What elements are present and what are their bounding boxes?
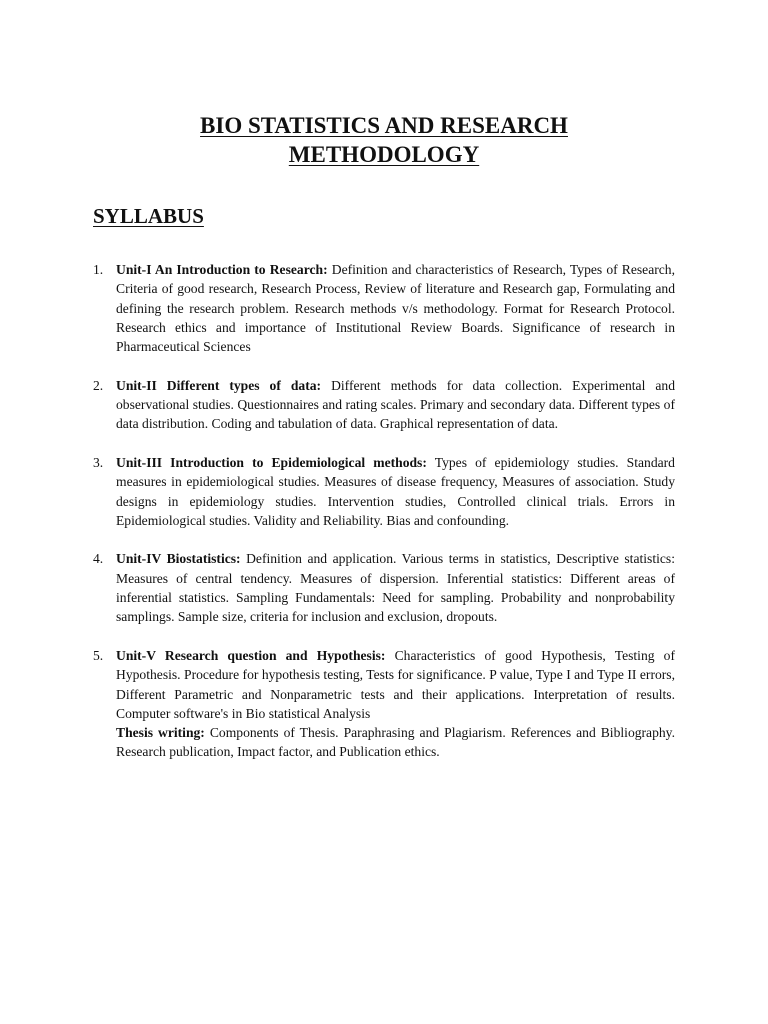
unit-number: 1. — [93, 262, 104, 277]
section-heading: SYLLABUS — [93, 204, 204, 228]
title-line-2: METHODOLOGY — [288, 142, 480, 167]
unit-paragraph — [116, 376, 675, 434]
list-item-unit-2 — [93, 376, 675, 434]
unit-number: 2. — [93, 377, 104, 393]
unit-text: Different methods for data collection. Experimental and observational studies. Questionnaires and rating scales. Primary and secondary data. Different types of data distribution. Coding and tabulation of data. Graphical representation of data. — [116, 377, 675, 432]
unit-title: Unit-III Introduction to Epidemiological methods: — [116, 454, 427, 470]
unit-number: 3. — [93, 454, 104, 470]
thesis-paragraph — [116, 723, 675, 762]
unit-title: Unit-V Research question and Hypothesis: — [116, 647, 386, 663]
title-line-1: BIO STATISTICS AND RESEARCH — [200, 113, 568, 138]
thesis-text: Components of Thesis. Paraphrasing and Plagiarism. References and Bibliography. Research publication, Impact factor, and Publication ethics. — [116, 725, 675, 760]
thesis-title: Thesis writing: — [116, 725, 205, 741]
unit-paragraph — [116, 453, 675, 530]
unit-text: Definition and application. Various terms in statistics, Descriptive statistics: Measures of central tendency. Measures of dispersion. Inferential statistics: Different areas of inferential statistics. Sampling Fundamentals: Need for sampling. Probability and nonprobability samplings. Sample size, criteria for inclusion and exclusion, dropouts. — [116, 551, 675, 625]
document-title — [0, 111, 768, 169]
unit-text: Characteristics of good Hypothesis, Testing of Hypothesis. Procedure for hypothesis testing, Tests for significance. P value, Type I and Type II errors, Different Parametric and Nonparametric tests and their applications. Interpretation of results. Computer software's in Bio statistical Analysis — [116, 647, 676, 721]
unit-number: 5. — [93, 647, 104, 663]
unit-text: Definition and characteristics of Research, Types of Research, Criteria of good research, Research Process, Review of literature and Research gap, Formulating and defining the research problem. Research methods v/s methodology. Format for Research Protocol. Research ethics and importance of Institutional Review Boards. Significance of research in Pharmaceutical Sciences — [116, 262, 676, 355]
unit-paragraph — [116, 646, 675, 723]
unit-paragraph — [116, 549, 675, 626]
unit-text: Types of epidemiology studies. Standard measures in epidemiological studies. Measures of disease frequency, Measures of association. Study designs in epidemiology studies. Intervention studies, Controlled clinical trials. Errors in Epidemiological studies. Validity and Reliability. Bias and confounding. — [116, 454, 675, 528]
list-item-unit-3 — [93, 453, 675, 530]
list-item-unit-5 — [93, 646, 675, 762]
list-item-unit-1 — [93, 260, 675, 356]
unit-title: Unit-I An Introduction to Research: — [116, 262, 328, 277]
unit-paragraph — [116, 260, 675, 356]
unit-title: Unit-IV Biostatistics: — [116, 551, 241, 567]
unit-title: Unit-II Different types of data: — [116, 377, 322, 393]
unit-list — [93, 260, 675, 781]
unit-number: 4. — [93, 551, 104, 567]
list-item-unit-4 — [93, 549, 675, 626]
